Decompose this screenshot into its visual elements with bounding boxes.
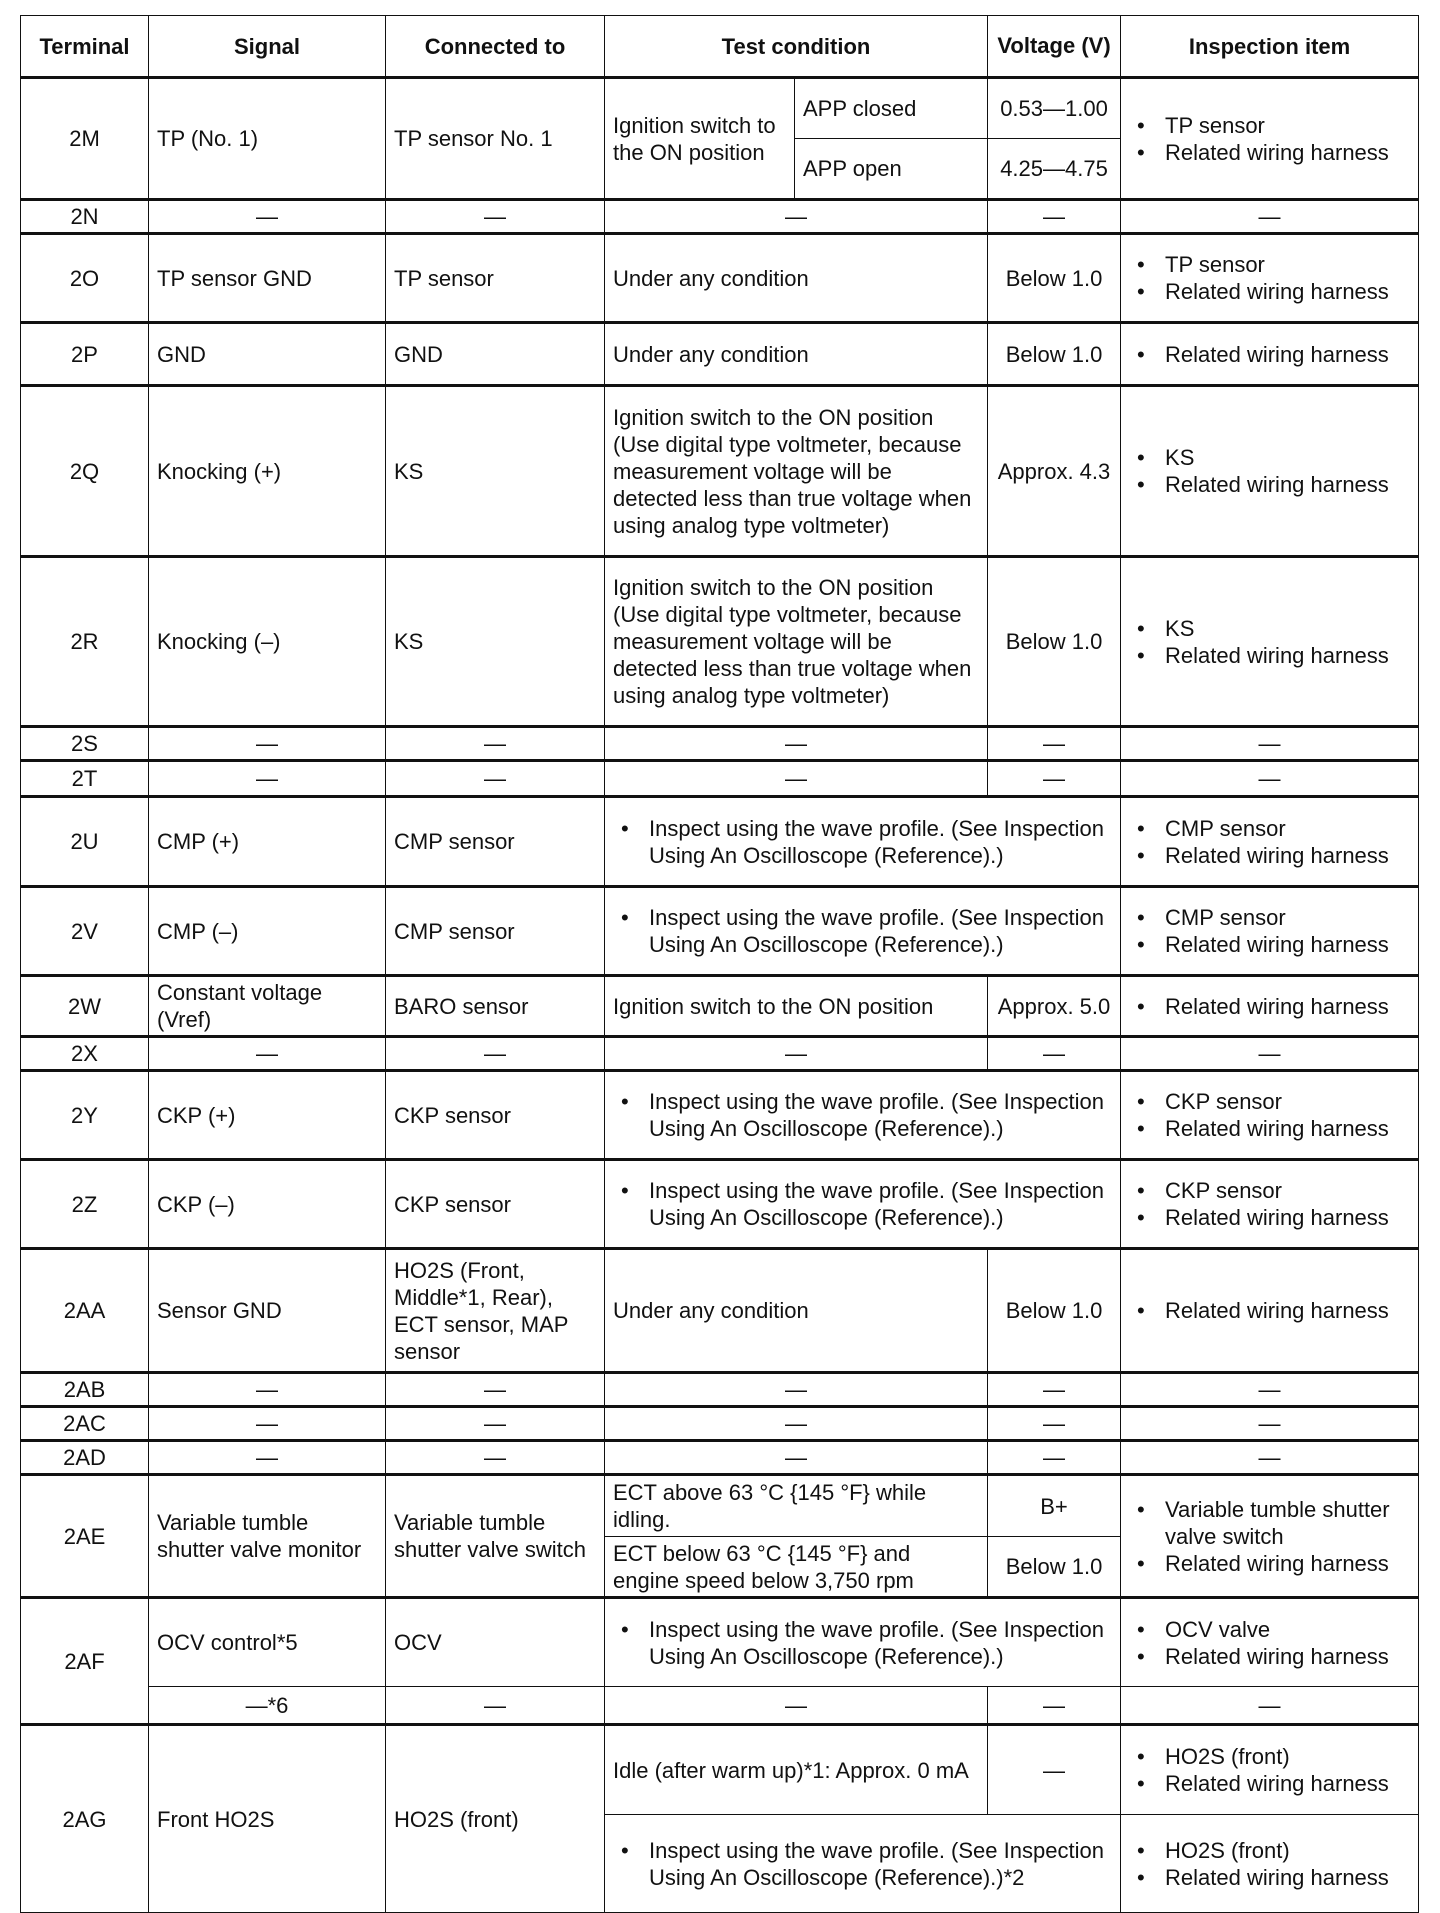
bullet-item: • CKP sensor — [1165, 1088, 1410, 1115]
voltage-cell: — — [988, 200, 1121, 234]
test-condition-cell — [605, 1160, 1121, 1249]
signal-cell: CKP (+) — [149, 1071, 386, 1160]
table-row — [21, 200, 1419, 234]
header-inspection-item: Inspection item — [1121, 16, 1419, 78]
sub-condition-cell: APP closed — [795, 78, 988, 139]
connected-to-cell: — — [386, 1037, 605, 1071]
voltage-cell: — — [988, 1687, 1121, 1725]
bullet-list — [1129, 815, 1410, 869]
bullet-list — [1129, 1297, 1410, 1324]
bullet-item: • Related wiring harness — [1165, 1204, 1410, 1231]
voltage-cell: — — [988, 1407, 1121, 1441]
terminal-cell: 2Z — [21, 1160, 149, 1249]
table-row — [21, 78, 1419, 139]
sub-condition-cell: APP open — [795, 139, 988, 200]
table-row — [21, 386, 1419, 557]
test-condition-cell: Idle (after warm up)*1: Approx. 0 mA — [605, 1725, 988, 1815]
inspection-cell: — — [1121, 1687, 1419, 1725]
table-row — [21, 1687, 1419, 1725]
test-condition-cell: — — [605, 1441, 988, 1475]
bullet-list — [1129, 112, 1410, 166]
test-condition-cell: Under any condition — [605, 1249, 988, 1373]
voltage-cell: 4.25—4.75 — [988, 139, 1121, 200]
connected-to-cell: HO2S (front) — [386, 1725, 605, 1913]
connected-to-cell: — — [386, 1407, 605, 1441]
terminal-cell: 2M — [21, 78, 149, 200]
bullet-item: • HO2S (front) — [1165, 1837, 1410, 1864]
signal-cell: Front HO2S — [149, 1725, 386, 1913]
bullet-item: • KS — [1165, 615, 1410, 642]
inspection-cell — [1121, 976, 1419, 1037]
header-terminal: Terminal — [21, 16, 149, 78]
terminal-cell: 2AG — [21, 1725, 149, 1913]
bullet-list — [1129, 1837, 1410, 1891]
terminal-cell: 2R — [21, 557, 149, 727]
header-test-condition: Test condition — [605, 16, 988, 78]
connected-to-cell: — — [386, 761, 605, 797]
connected-to-cell: — — [386, 1373, 605, 1407]
bullet-item: • CMP sensor — [1165, 904, 1410, 931]
test-condition-cell: Under any condition — [605, 234, 988, 323]
bullet-item: • OCV valve — [1165, 1616, 1410, 1643]
bullet-list — [1129, 615, 1410, 669]
voltage-cell: Below 1.0 — [988, 323, 1121, 386]
terminal-cell: 2AC — [21, 1407, 149, 1441]
voltage-cell: — — [988, 727, 1121, 761]
inspection-cell — [1121, 323, 1419, 386]
bullet-list — [1129, 251, 1410, 305]
connected-to-cell: CMP sensor — [386, 887, 605, 976]
inspection-cell: — — [1121, 1441, 1419, 1475]
voltage-cell: Below 1.0 — [988, 557, 1121, 727]
bullet-item: • Related wiring harness — [1165, 1770, 1410, 1797]
voltage-cell: Approx. 5.0 — [988, 976, 1121, 1037]
table-row — [21, 761, 1419, 797]
connected-to-cell: — — [386, 727, 605, 761]
table-row — [21, 234, 1419, 323]
inspection-cell: — — [1121, 1037, 1419, 1071]
signal-cell: Knocking (–) — [149, 557, 386, 727]
table-row — [21, 1441, 1419, 1475]
terminal-cell: 2N — [21, 200, 149, 234]
bullet-list — [1129, 904, 1410, 958]
header-row — [21, 16, 1419, 78]
test-condition-cell: — — [605, 1407, 988, 1441]
bullet-item: • Inspect using the wave profile. (See Inspection Using An Oscilloscope (Reference).) — [649, 1088, 1112, 1142]
signal-cell: — — [149, 1441, 386, 1475]
table-row — [21, 1598, 1419, 1687]
bullet-list — [1129, 444, 1410, 498]
bullet-item: • KS — [1165, 444, 1410, 471]
bullet-list — [1129, 1616, 1410, 1670]
connected-to-cell: — — [386, 1441, 605, 1475]
terminal-cell: 2W — [21, 976, 149, 1037]
signal-cell: CKP (–) — [149, 1160, 386, 1249]
inspection-cell — [1121, 887, 1419, 976]
connected-to-cell: CMP sensor — [386, 797, 605, 887]
terminal-cell: 2V — [21, 887, 149, 976]
inspection-cell — [1121, 1071, 1419, 1160]
bullet-item: • Related wiring harness — [1165, 993, 1410, 1020]
test-condition-cell: Ignition switch to the ON position (Use digital type voltmeter, because measurement voltage will be detected less than true voltage when using analog type voltmeter) — [605, 386, 988, 557]
bullet-item: • Related wiring harness — [1165, 1643, 1410, 1670]
bullet-item: • Related wiring harness — [1165, 1115, 1410, 1142]
bullet-item: • Variable tumble shutter valve switch — [1165, 1496, 1410, 1550]
bullet-item: • Inspect using the wave profile. (See Inspection Using An Oscilloscope (Reference).) — [649, 904, 1112, 958]
voltage-cell: Below 1.0 — [988, 234, 1121, 323]
connected-to-cell: KS — [386, 557, 605, 727]
voltage-cell: — — [988, 1037, 1121, 1071]
bullet-item: • Related wiring harness — [1165, 1297, 1410, 1324]
table-row — [21, 1373, 1419, 1407]
test-condition-cell: — — [605, 200, 988, 234]
bullet-item: • Inspect using the wave profile. (See Inspection Using An Oscilloscope (Reference).) — [649, 1177, 1112, 1231]
signal-cell: CMP (–) — [149, 887, 386, 976]
bullet-item: • Related wiring harness — [1165, 278, 1410, 305]
inspection-cell — [1121, 557, 1419, 727]
voltage-cell: — — [988, 1373, 1121, 1407]
signal-cell: Knocking (+) — [149, 386, 386, 557]
bullet-item: • TP sensor — [1165, 251, 1410, 278]
terminal-cell: 2AA — [21, 1249, 149, 1373]
table-row — [21, 1037, 1419, 1071]
bullet-item: • Inspect using the wave profile. (See Inspection Using An Oscilloscope (Reference).) — [649, 1616, 1112, 1670]
test-condition-cell: — — [605, 1687, 988, 1725]
signal-cell: — — [149, 1037, 386, 1071]
signal-cell: GND — [149, 323, 386, 386]
bullet-item: • Related wiring harness — [1165, 471, 1410, 498]
test-condition-cell — [605, 1815, 1121, 1913]
bullet-item: • Related wiring harness — [1165, 1864, 1410, 1891]
bullet-list — [1129, 1496, 1410, 1577]
table-row — [21, 1407, 1419, 1441]
test-condition-cell: — — [605, 1037, 988, 1071]
voltage-cell: Approx. 4.3 — [988, 386, 1121, 557]
inspection-cell — [1121, 1725, 1419, 1815]
signal-cell: — — [149, 761, 386, 797]
table-row — [21, 323, 1419, 386]
bullet-list — [613, 1088, 1112, 1142]
signal-cell: — — [149, 1407, 386, 1441]
connected-to-cell: TP sensor No. 1 — [386, 78, 605, 200]
inspection-cell — [1121, 1598, 1419, 1687]
table-row — [21, 976, 1419, 1037]
test-condition-cell — [605, 1598, 1121, 1687]
bullet-list — [613, 1616, 1112, 1670]
test-condition-cell — [605, 887, 1121, 976]
voltage-cell: B+ — [988, 1475, 1121, 1537]
connected-to-cell: CKP sensor — [386, 1071, 605, 1160]
signal-cell: Sensor GND — [149, 1249, 386, 1373]
connected-to-cell: — — [386, 1687, 605, 1725]
table-row — [21, 797, 1419, 887]
signal-cell: —*6 — [149, 1687, 386, 1725]
table-row — [21, 1160, 1419, 1249]
inspection-cell — [1121, 797, 1419, 887]
test-condition-cell: Ignition switch to the ON position — [605, 976, 988, 1037]
table-row — [21, 887, 1419, 976]
table-row — [21, 727, 1419, 761]
inspection-cell — [1121, 234, 1419, 323]
terminal-cell: 2AF — [21, 1598, 149, 1725]
voltage-cell: 0.53—1.00 — [988, 78, 1121, 139]
test-condition-cell: Ignition switch to the ON position (Use digital type voltmeter, because measurement voltage will be detected less than true voltage when using analog type voltmeter) — [605, 557, 988, 727]
signal-cell: TP sensor GND — [149, 234, 386, 323]
test-condition-cell: — — [605, 1373, 988, 1407]
bullet-list — [1129, 1743, 1410, 1797]
signal-cell: Variable tumble shutter valve monitor — [149, 1475, 386, 1598]
terminal-cell: 2Y — [21, 1071, 149, 1160]
inspection-cell: — — [1121, 727, 1419, 761]
bullet-item: • Inspect using the wave profile. (See Inspection Using An Oscilloscope (Reference).) — [649, 815, 1112, 869]
bullet-list — [1129, 993, 1410, 1020]
terminal-cell: 2P — [21, 323, 149, 386]
bullet-item: • Related wiring harness — [1165, 341, 1410, 368]
signal-cell: Constant voltage (Vref) — [149, 976, 386, 1037]
connected-to-cell: TP sensor — [386, 234, 605, 323]
header-connected-to: Connected to — [386, 16, 605, 78]
terminal-cell: 2S — [21, 727, 149, 761]
inspection-cell — [1121, 1475, 1419, 1598]
bullet-item: • Related wiring harness — [1165, 139, 1410, 166]
connected-to-cell: GND — [386, 323, 605, 386]
table-row — [21, 1249, 1419, 1373]
connected-to-cell: BARO sensor — [386, 976, 605, 1037]
inspection-cell — [1121, 1815, 1419, 1913]
bullet-list — [613, 1177, 1112, 1231]
signal-cell: CMP (+) — [149, 797, 386, 887]
test-condition-cell: Ignition switch to the ON position — [605, 78, 795, 200]
test-condition-cell: ECT below 63 °C {145 °F} and engine speed below 3,750 rpm — [605, 1537, 988, 1598]
connected-to-cell: — — [386, 200, 605, 234]
terminal-cell: 2AD — [21, 1441, 149, 1475]
signal-cell: — — [149, 1373, 386, 1407]
inspection-cell — [1121, 1249, 1419, 1373]
table-row — [21, 1725, 1419, 1815]
terminal-cell: 2AE — [21, 1475, 149, 1598]
bullet-item: • CKP sensor — [1165, 1177, 1410, 1204]
table-row — [21, 557, 1419, 727]
header-voltage: Voltage (V) — [988, 16, 1121, 78]
test-condition-cell — [605, 1071, 1121, 1160]
test-condition-cell: — — [605, 761, 988, 797]
bullet-item: • CMP sensor — [1165, 815, 1410, 842]
inspection-cell — [1121, 78, 1419, 200]
bullet-item: • HO2S (front) — [1165, 1743, 1410, 1770]
connected-to-cell: CKP sensor — [386, 1160, 605, 1249]
connected-to-cell: HO2S (Front, Middle*1, Rear), ECT sensor, MAP sensor — [386, 1249, 605, 1373]
voltage-cell: — — [988, 1725, 1121, 1815]
voltage-cell: Below 1.0 — [988, 1249, 1121, 1373]
bullet-list — [613, 904, 1112, 958]
inspection-cell: — — [1121, 1373, 1419, 1407]
test-condition-cell: Under any condition — [605, 323, 988, 386]
bullet-item: • Related wiring harness — [1165, 642, 1410, 669]
bullet-item: • Related wiring harness — [1165, 842, 1410, 869]
bullet-item: • Inspect using the wave profile. (See Inspection Using An Oscilloscope (Reference).)*2 — [649, 1837, 1112, 1891]
signal-cell: OCV control*5 — [149, 1598, 386, 1687]
bullet-item: • Related wiring harness — [1165, 931, 1410, 958]
terminal-cell: 2Q — [21, 386, 149, 557]
signal-cell: — — [149, 200, 386, 234]
table-row — [21, 1475, 1419, 1537]
bullet-list — [613, 1837, 1112, 1891]
connected-to-cell: KS — [386, 386, 605, 557]
terminal-inspection-table — [20, 15, 1419, 1913]
inspection-cell — [1121, 1160, 1419, 1249]
bullet-list — [1129, 341, 1410, 368]
terminal-cell: 2U — [21, 797, 149, 887]
table-row — [21, 1071, 1419, 1160]
terminal-cell: 2O — [21, 234, 149, 323]
voltage-cell: — — [988, 1441, 1121, 1475]
inspection-cell — [1121, 386, 1419, 557]
connected-to-cell: OCV — [386, 1598, 605, 1687]
terminal-cell: 2X — [21, 1037, 149, 1071]
terminal-cell: 2T — [21, 761, 149, 797]
test-condition-cell: — — [605, 727, 988, 761]
bullet-list — [613, 815, 1112, 869]
signal-cell: TP (No. 1) — [149, 78, 386, 200]
inspection-cell: — — [1121, 1407, 1419, 1441]
inspection-cell: — — [1121, 761, 1419, 797]
header-signal: Signal — [149, 16, 386, 78]
bullet-list — [1129, 1088, 1410, 1142]
inspection-cell: — — [1121, 200, 1419, 234]
terminal-cell: 2AB — [21, 1373, 149, 1407]
signal-cell: — — [149, 727, 386, 761]
voltage-cell: Below 1.0 — [988, 1537, 1121, 1598]
voltage-cell: — — [988, 761, 1121, 797]
test-condition-cell: ECT above 63 °C {145 °F} while idling. — [605, 1475, 988, 1537]
test-condition-cell — [605, 797, 1121, 887]
bullet-item: • TP sensor — [1165, 112, 1410, 139]
connected-to-cell: Variable tumble shutter valve switch — [386, 1475, 605, 1598]
bullet-item: • Related wiring harness — [1165, 1550, 1410, 1577]
bullet-list — [1129, 1177, 1410, 1231]
